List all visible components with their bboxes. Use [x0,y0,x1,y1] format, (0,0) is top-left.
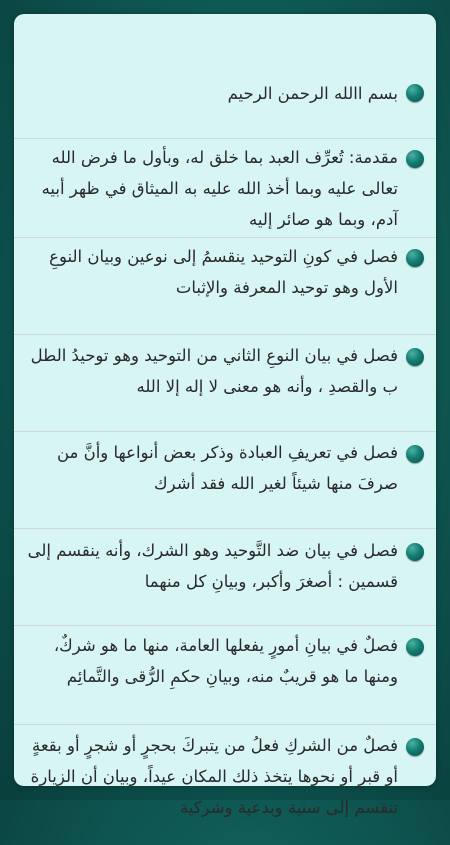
bullet-icon [406,348,424,366]
list-item[interactable] [14,335,436,432]
list-item[interactable] [14,14,436,139]
bullet-icon [406,738,424,756]
list-item[interactable] [14,139,436,238]
chapter-list [14,14,436,817]
list-item[interactable] [14,725,436,845]
bullet-icon [406,638,424,656]
chapter-title: فصلٌ في بيانِ أمورٍ يفعلها العامة، منها ما هو شركٌ، ومنها ما هو قريبٌ منه، وبيانِ حكمِ الرُّقى والتَّمائِم [53,636,398,686]
list-item[interactable] [14,432,436,529]
chapter-title: فصل في تعريفِ العبادة وذكر بعض أنواعها وأنَّ من صرفَ منها شيئاً لغير الله فقد أشرك [56,443,398,493]
chapter-title: فصل في كونِ التوحيد ينقسمُ إلى نوعين وبيان النوعِ الأول وهو توحيد المعرفة والإثبات [49,247,398,297]
bullet-icon [406,84,424,102]
chapter-title: بسم االله الرحمن الرحيم [227,84,398,103]
list-item[interactable] [14,626,436,725]
chapter-title: فصل في بيان النوعِ الثاني من التوحيد وهو توحيدُ الطل ب والقصدِ ، وأنه هو معنى لا إله إلا الله [30,346,398,396]
chapter-title: مقدمة: تُعرِّف العبد بما خلق له، وبأول ما فرض الله تعالى عليه وبما أخذ الله عليه به الميثاق في ظهر أبيه آدم، وبما هو صائر إليه [41,148,398,229]
bullet-icon [406,445,424,463]
list-item[interactable] [14,238,436,335]
bullet-icon [406,249,424,267]
chapter-title: فصلٌ من الشركِ فعلُ من يتبركَ بحجرٍ أو شجرٍ أو بقعةٍ أو قبرٍ أو نحوها يتخذ ذلك المكان عيداً، وبيان أن الزيارة تنقسم إلى سنية وبدعية وشركية [30,736,398,817]
bullet-icon [406,543,424,561]
bullet-icon [406,150,424,168]
chapter-title: فصل في بيان ضد التَّوحيد وهو الشرك، وأنه ينقسم إلى قسمين : أصغرَ وأكبر، وبيانِ كل منهما [27,541,398,591]
list-item[interactable] [14,529,436,626]
